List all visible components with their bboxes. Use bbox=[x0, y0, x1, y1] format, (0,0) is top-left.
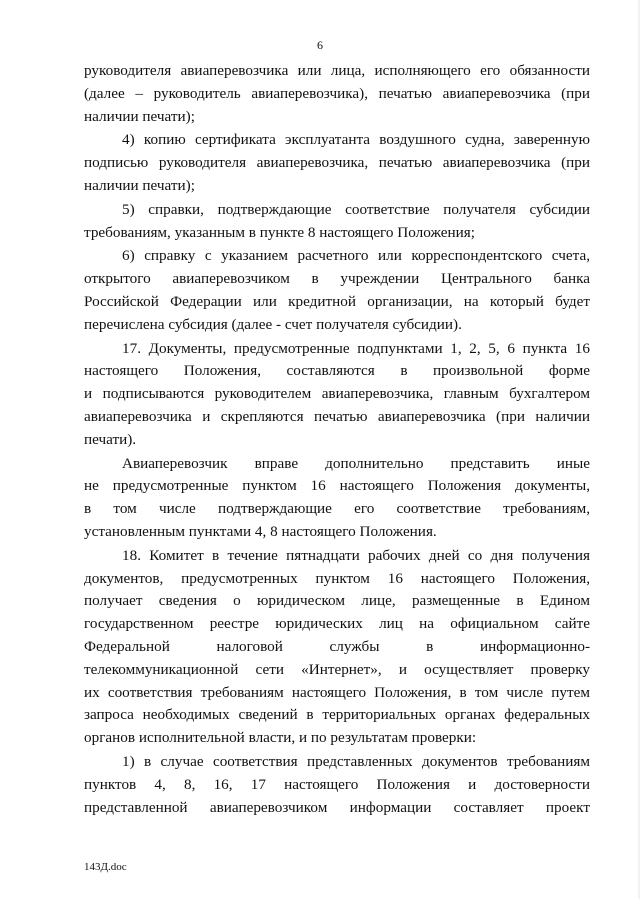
text-line: и подписываются руководителем авиаперевозчика, главным бухгалтером bbox=[84, 385, 590, 403]
paragraph bbox=[84, 60, 590, 128]
text-line: запроса необходимых сведений в территориальных органах федеральных bbox=[84, 706, 590, 724]
text-line: наличии печати); bbox=[84, 176, 195, 194]
text-line: 6) справку с указанием расчетного или корреспондентского счета, bbox=[122, 247, 590, 265]
paragraph bbox=[84, 751, 590, 819]
paragraph bbox=[84, 453, 590, 544]
text-line: подписью руководителя авиаперевозчика, печатью авиаперевозчика (при bbox=[84, 154, 590, 172]
footer-filename: 143Д.doc bbox=[84, 861, 127, 873]
paragraph bbox=[84, 545, 590, 750]
text-line: 4) копию сертификата эксплуатанта воздушного судна, заверенную bbox=[122, 131, 590, 149]
text-line: перечислена субсидия (далее - счет получателя субсидии). bbox=[84, 315, 462, 333]
text-line: настоящего Положения, составляются в произвольной форме bbox=[84, 362, 590, 380]
text-line: 1) в случае соответствия представленных документов требованиям bbox=[122, 752, 590, 770]
paragraph bbox=[84, 199, 590, 245]
text-line: Авиаперевозчик вправе дополнительно представить иные bbox=[122, 454, 590, 472]
text-line: печати). bbox=[84, 430, 137, 448]
text-line: (далее – руководитель авиаперевозчика), печатью авиаперевозчика (при bbox=[84, 84, 590, 102]
text-line: Федеральной налоговой службы в информационно- bbox=[84, 637, 590, 655]
text-line: пунктов 4, 8, 16, 17 настоящего Положения и достоверности bbox=[84, 775, 590, 793]
text-line: 18. Комитет в течение пятнадцати рабочих дней со дня получения bbox=[122, 546, 590, 564]
page-number: 6 bbox=[317, 38, 323, 52]
text-line: получает сведения о юридическом лице, размещенные в Едином bbox=[84, 592, 590, 610]
text-line: 5) справки, подтверждающие соответствие получателя субсидии bbox=[122, 200, 590, 218]
text-line: авиаперевозчика и скрепляются печатью авиаперевозчика (при наличии bbox=[84, 407, 590, 425]
text-line: телекоммуникационной сети «Интернет», и осуществляет проверку bbox=[84, 660, 590, 678]
text-line: не предусмотренные пунктом 16 настоящего Положения документы, bbox=[84, 477, 590, 495]
text-line: 17. Документы, предусмотренные подпунктами 1, 2, 5, 6 пункта 16 bbox=[122, 339, 590, 357]
text-line: открытого авиаперевозчиком в учреждении Центрального банка bbox=[84, 270, 590, 288]
paragraph bbox=[84, 245, 590, 336]
text-line: документов, предусмотренных пунктом 16 настоящего Положения, bbox=[84, 569, 590, 587]
paragraph bbox=[84, 338, 590, 452]
text-line: Российской Федерации или кредитной организации, на который будет bbox=[84, 292, 590, 310]
text-line: установленным пунктами 4, 8 настоящего Положения. bbox=[84, 522, 437, 540]
text-line: руководителя авиаперевозчика или лица, исполняющего его обязанности bbox=[84, 62, 590, 79]
document-body bbox=[84, 60, 590, 819]
paragraph bbox=[84, 129, 590, 197]
text-line: органов исполнительной власти, и по результатам проверки: bbox=[84, 729, 477, 747]
text-line: представленной авиаперевозчиком информации составляет проект bbox=[84, 798, 590, 816]
text-line: требованиям, указанным в пункте 8 настоящего Положения; bbox=[84, 223, 475, 241]
text-line: государственном реестре юридических лиц на официальном сайте bbox=[84, 615, 590, 633]
text-line: в том числе подтверждающие его соответствие требованиям, bbox=[84, 500, 590, 518]
text-line: их соответствия требованиям настоящего Положения, в том числе путем bbox=[84, 683, 590, 701]
text-line: наличии печати); bbox=[84, 107, 195, 125]
